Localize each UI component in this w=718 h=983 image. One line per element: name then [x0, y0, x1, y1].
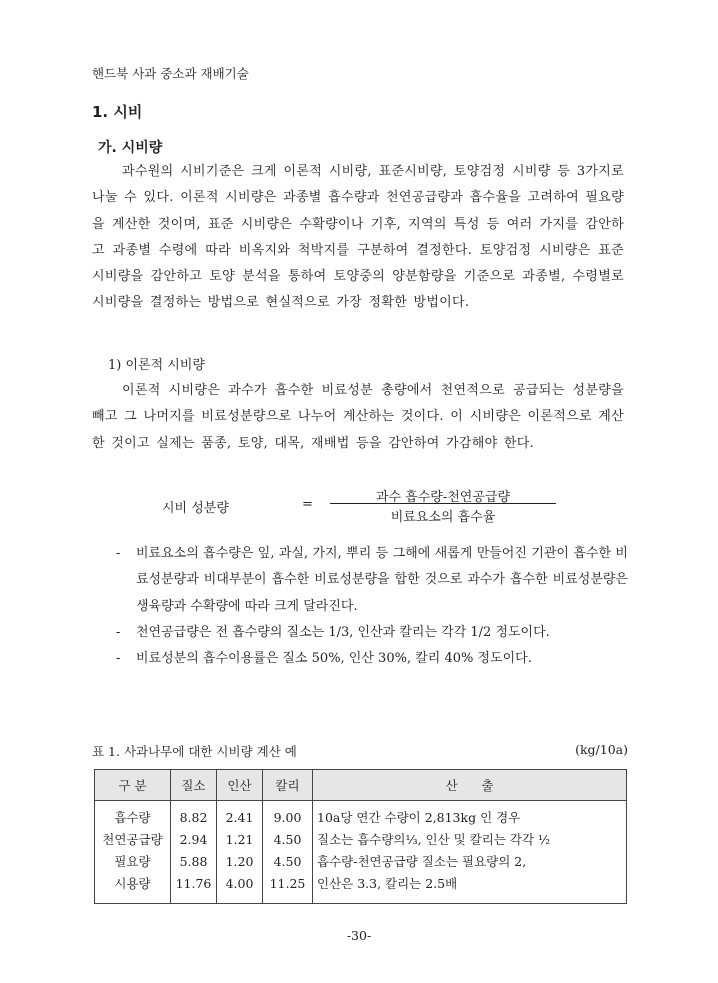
bullet-item — [116, 646, 628, 672]
row-label: 흡수량 — [114, 810, 151, 825]
row-label: 필요량 — [114, 854, 151, 869]
section-title: 1. 시비 — [92, 103, 143, 121]
table-cell: 9.00 — [273, 810, 302, 825]
bullet-list — [116, 541, 628, 672]
bullet-item — [116, 620, 628, 646]
intro-paragraph-block — [92, 159, 624, 317]
formula-left: 시비 성분량 — [162, 501, 229, 516]
calculation-column — [313, 801, 627, 904]
formula-denominator: 비료요소의 흡수율 — [390, 510, 496, 525]
table-unit: (kg/10a) — [575, 742, 628, 757]
table-cell: 1.20 — [225, 854, 254, 869]
bullet-dash: - — [116, 651, 121, 667]
bullet-text: 천연공급량은 전 흡수량의 질소는 1/3, 인산과 칼리는 각각 1/2 정도이다. — [136, 624, 550, 640]
header-potash: 칼리 — [263, 770, 313, 801]
table-row — [95, 801, 627, 904]
table-cell: 11.25 — [269, 876, 306, 891]
intro-paragraph: 과수원의 시비기준은 크게 이론적 시비량, 표준시비량, 토양검정 시비량 등 3가지로 나눌 수 있다. 이론적 시비량은 과종별 흡수량과 천연공급량과 흡수율을 고려하여 필요량을 계산한 것이며, 표준 시비량은 수확량이나 기후, 지역의 특성 등 여러 가지를 감안하고 과종별 수령에 따라 비옥지와 척박지를 구분하여 결정한다. 토양검정 시비량은 표준 시비량을 감안하고 토양 분석을 통하여 토양중의 양분함량을 기준으로 과종별, 수령별로 시비량을 결정하는 방법으로 현실적으로 가장 정확한 방법이다. — [92, 164, 624, 311]
table-cell: 8.82 — [179, 810, 208, 825]
table-cell: 질소는 흡수량의⅓, 인산 및 칼리는 각각 ½ — [317, 832, 551, 847]
bullet-text: 비료성분의 흡수이용률은 질소 50%, 인산 30%, 칼리 40% 정도이다. — [136, 651, 532, 667]
table-cell: 4.00 — [225, 876, 254, 891]
potash-column — [263, 801, 313, 904]
table-cell: 4.50 — [273, 854, 302, 869]
theory-paragraph-block — [92, 378, 624, 457]
subheading-theoretical: 1) 이론적 시비량 — [108, 358, 205, 373]
table-cell: 5.88 — [179, 854, 208, 869]
header-calculation: 산 출 — [313, 770, 627, 801]
header-nitrogen: 질소 — [171, 770, 217, 801]
table-cell: 1.21 — [225, 832, 254, 847]
table-cell: 4.50 — [273, 832, 302, 847]
table-cell: 2.94 — [179, 832, 208, 847]
formula-equals: = — [302, 497, 313, 512]
fertilizer-table — [94, 769, 627, 904]
table-cell: 10a당 연간 수량이 2,813kg 인 경우 — [317, 810, 521, 825]
bullet-dash: - — [116, 546, 121, 561]
bullet-dash: - — [116, 624, 121, 640]
row-label: 시용량 — [114, 876, 151, 891]
header-phosphate: 인산 — [217, 770, 263, 801]
header-category: 구 분 — [95, 770, 171, 801]
running-header: 핸드북 사과 중소과 재배기술 — [92, 66, 249, 81]
table-header-row — [95, 770, 627, 801]
subsection-title: 가. 시비량 — [98, 140, 163, 156]
table-cell: 인산은 3.3, 칼리는 2.5배 — [317, 876, 458, 891]
table-caption: 표 1. 사과나무에 대한 시비량 계산 예 — [92, 744, 297, 759]
page-number: -30- — [346, 928, 372, 943]
table-cell: 흡수량-천연공급량 질소는 필요량의 2, — [317, 854, 527, 869]
nitrogen-column — [171, 801, 217, 904]
table-cell: 2.41 — [225, 810, 254, 825]
table-cell: 11.76 — [175, 876, 212, 891]
bullet-text: 비료요소의 흡수량은 잎, 과실, 가지, 뿌리 등 그해에 새롭게 만들어진 기관이 흡수한 비료성분량과 비대부분이 흡수한 비료성분량을 합한 것으로 과수가 흡수한 비료성분량은 생육량과 수확량에 따라 크게 달라진다. — [136, 546, 628, 614]
theory-paragraph: 이론적 시비량은 과수가 흡수한 비료성분 총량에서 천연적으로 공급되는 성분량을 빼고 그 나머지를 비료성분량으로 나누어 계산하는 것이다. 이 시비량은 이론적으로 계산한 것이고 실제는 품종, 토양, 대목, 재배법 등을 감안하여 가감해야 한다. — [92, 383, 624, 451]
formula-numerator: 과수 흡수량-천연공급량 — [375, 490, 511, 505]
row-label: 천연공급량 — [102, 832, 163, 847]
phosphate-column — [217, 801, 263, 904]
category-column — [95, 801, 171, 904]
fraction-bar — [330, 503, 556, 504]
bullet-item — [116, 541, 628, 620]
